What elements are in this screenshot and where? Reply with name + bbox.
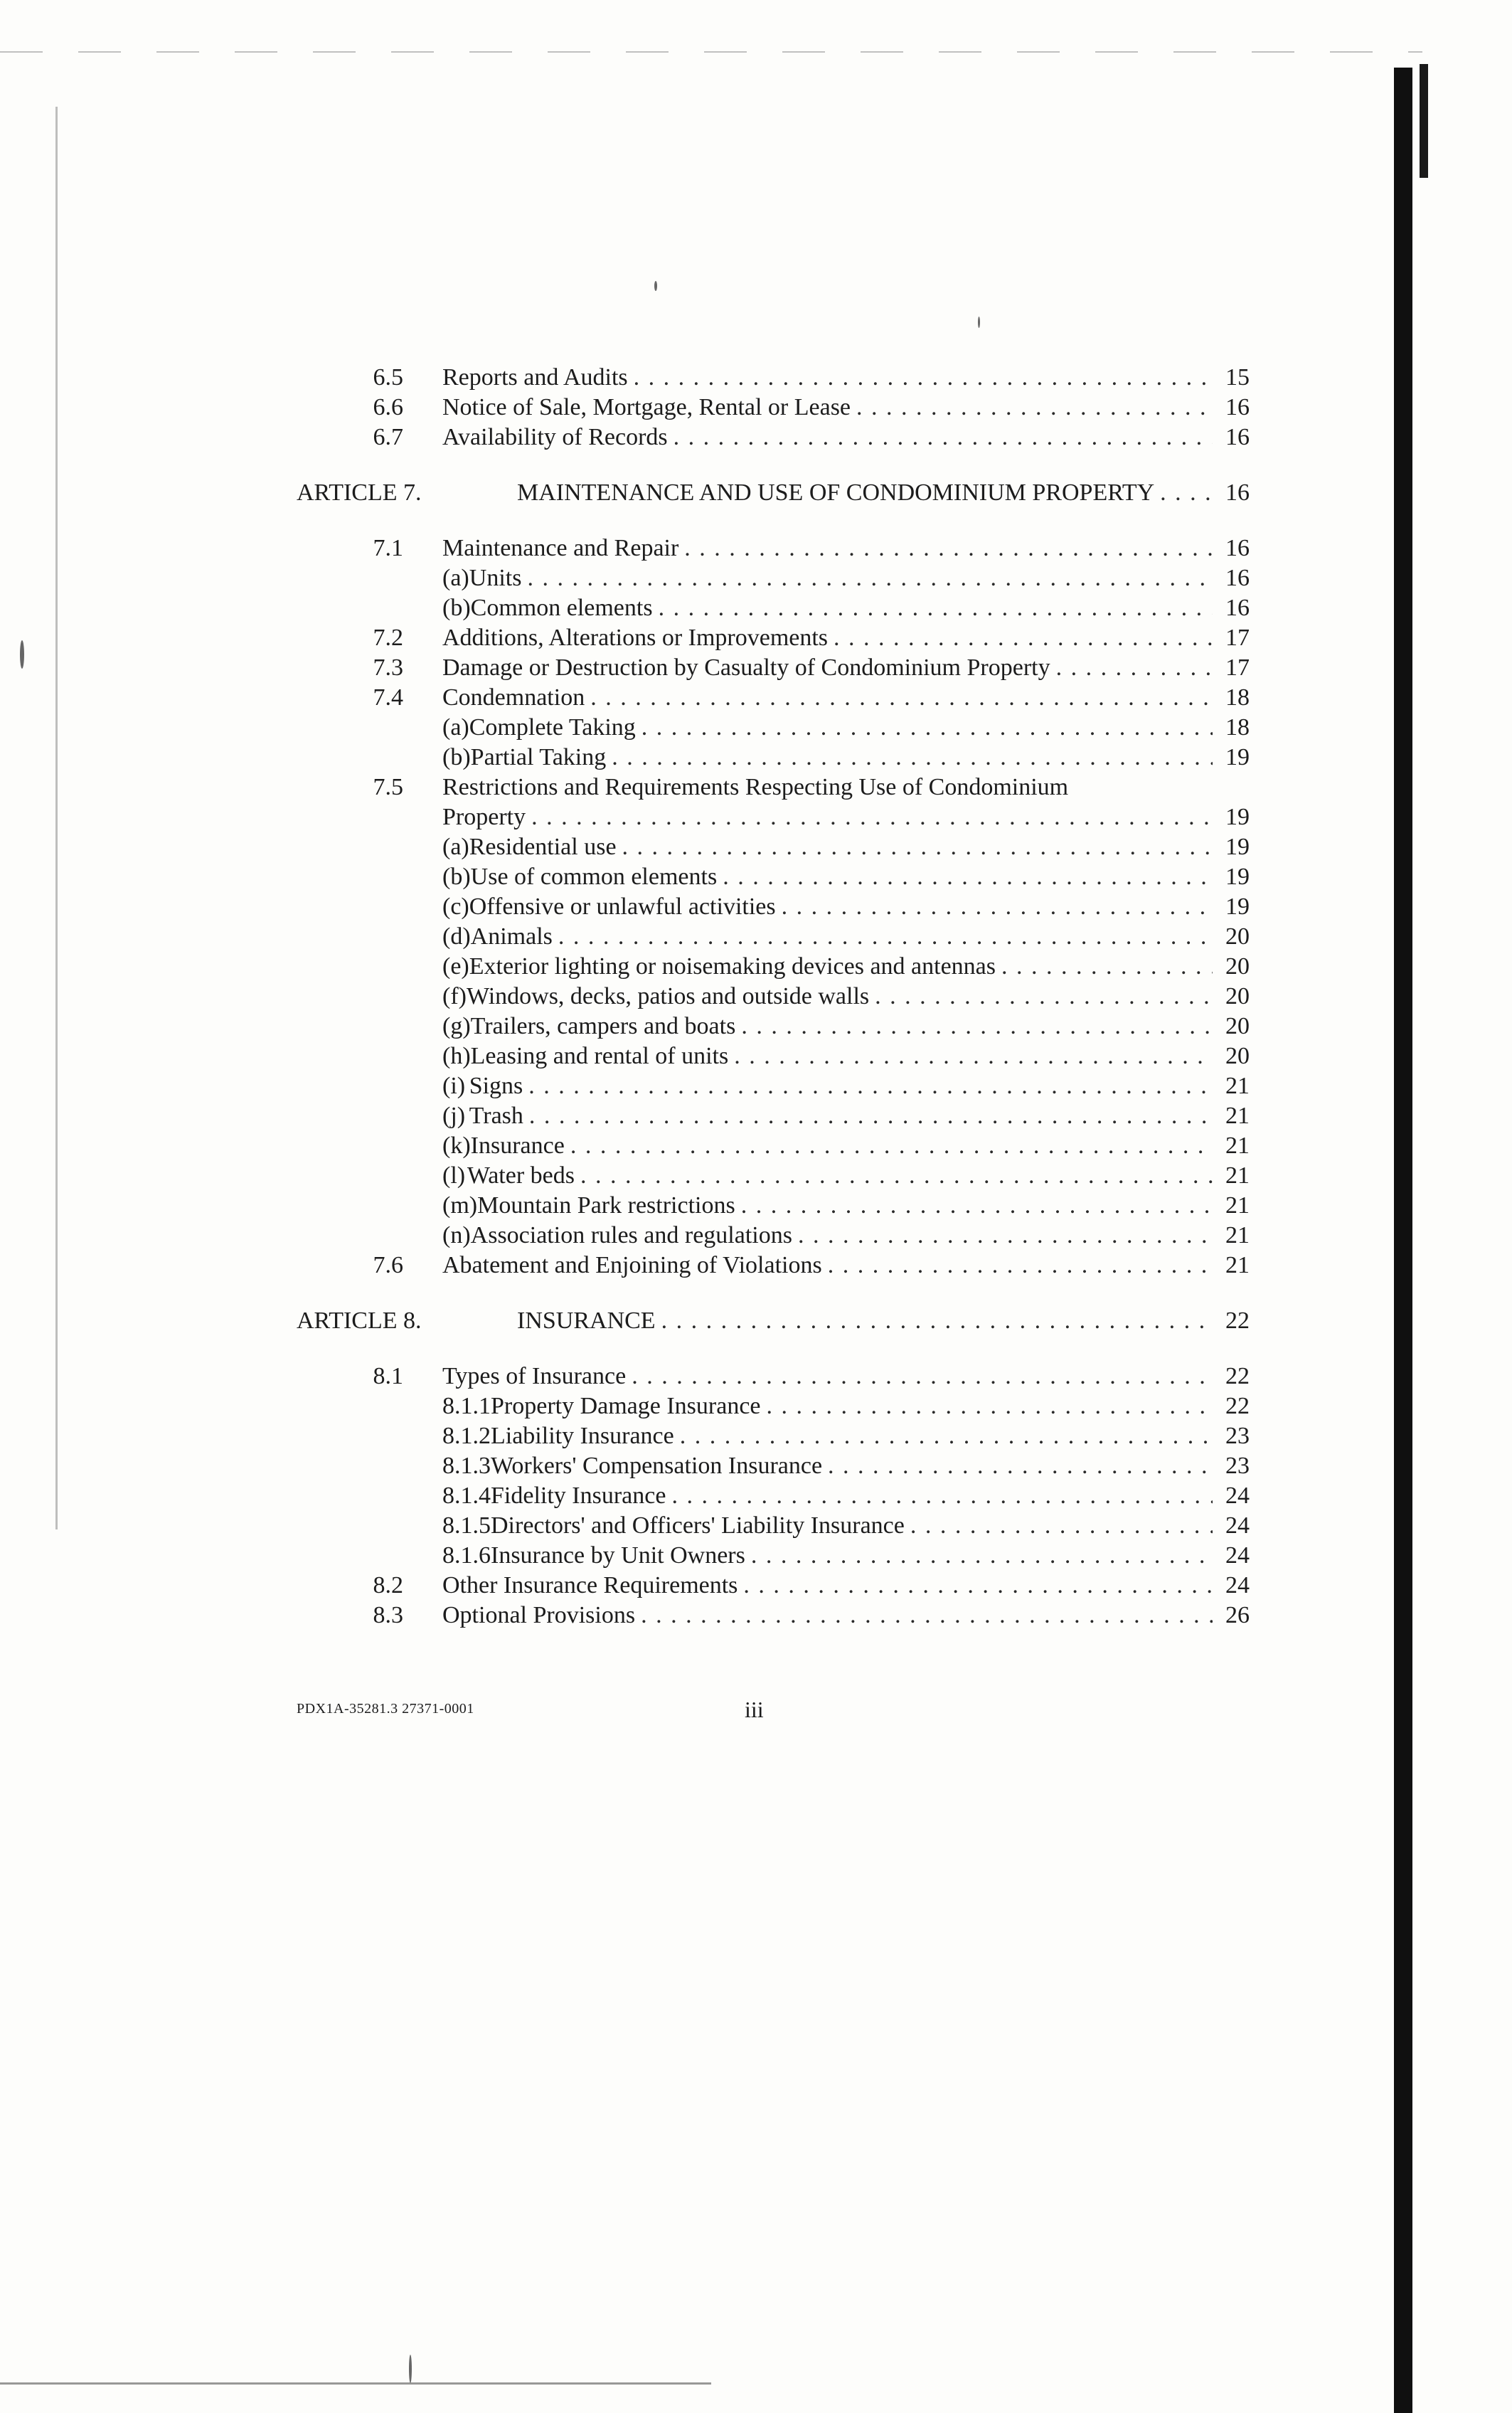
toc-entry (442, 1161, 1250, 1191)
toc-entry (442, 623, 1250, 653)
toc-entry (442, 1571, 1250, 1601)
page-ref: 16 (1225, 479, 1250, 506)
toc-entry (442, 922, 1250, 952)
toc-subitem-row[interactable] (297, 922, 1250, 952)
toc-subitem-row[interactable] (297, 593, 1250, 623)
page-ref: 22 (1225, 1308, 1250, 1334)
page-ref: 19 (1225, 864, 1250, 890)
entry-title: Trash (469, 1103, 523, 1129)
entry-title: Insurance (470, 1133, 565, 1159)
toc-section-row[interactable] (297, 1571, 1250, 1601)
toc-entry (442, 1131, 1250, 1161)
toc-entry (442, 1362, 1250, 1391)
table-of-contents (297, 363, 1250, 1630)
entry-title: Leasing and rental of units (470, 1043, 729, 1069)
scan-speck (20, 640, 24, 669)
page-ref: 22 (1225, 1363, 1250, 1389)
entry-title: Association rules and regulations (470, 1222, 792, 1248)
toc-entry (517, 478, 1250, 508)
dot-leader (910, 1511, 1213, 1541)
section-number: 6.5 (373, 364, 403, 391)
dot-leader (641, 1601, 1213, 1630)
dot-leader (723, 862, 1213, 892)
entry-title: Use of common elements (470, 864, 718, 890)
entry-title: Availability of Records (442, 424, 668, 450)
section-number: 8.2 (373, 1572, 403, 1598)
subsection-label: (e) (442, 953, 469, 980)
entry-title: Liability Insurance (491, 1423, 674, 1449)
entry-title: Residential use (469, 834, 617, 860)
dot-leader (529, 1101, 1213, 1131)
dot-leader (828, 1451, 1213, 1481)
dot-leader (580, 1161, 1213, 1191)
entry-title: Workers' Compensation Insurance (491, 1453, 823, 1479)
page-ref: 24 (1225, 1483, 1250, 1509)
toc-entry (442, 1101, 1250, 1131)
dot-leader (531, 802, 1213, 832)
page-footer (297, 1697, 1250, 1725)
toc-entry (442, 1251, 1250, 1280)
toc-entry (442, 802, 1250, 832)
toc-section-row[interactable] (297, 653, 1250, 683)
entry-title: Other Insurance Requirements (442, 1572, 738, 1598)
toc-section-row[interactable] (297, 623, 1250, 653)
dot-leader (1056, 653, 1213, 683)
toc-entry (442, 982, 1250, 1012)
subsection-label: (b) (442, 864, 471, 890)
page-ref: 23 (1225, 1453, 1250, 1479)
dot-leader (1160, 478, 1213, 508)
toc-article-row[interactable] (297, 1306, 1250, 1336)
subsection-label: (a) (442, 834, 469, 860)
subsection-label: (b) (442, 595, 471, 621)
entry-title: Animals (470, 923, 553, 950)
toc-entry (442, 1221, 1250, 1251)
page-ref: 19 (1225, 834, 1250, 860)
dot-leader (767, 1391, 1213, 1421)
entry-title: Reports and Audits (442, 364, 628, 391)
toc-entry (442, 1511, 1250, 1541)
entry-title: Mountain Park restrictions (477, 1192, 735, 1219)
page-ref: 21 (1225, 1222, 1250, 1248)
dot-leader (612, 743, 1213, 773)
toc-subitem-row[interactable] (297, 1221, 1250, 1251)
entry-title: Common elements (470, 595, 653, 621)
subsection-label: 8.1.1 (442, 1393, 491, 1419)
subsection-label: (g) (442, 1013, 471, 1039)
entry-title: Property (442, 804, 526, 830)
page-ref: 16 (1225, 535, 1250, 561)
page-ref: 20 (1225, 983, 1250, 1009)
toc-entry (442, 423, 1250, 452)
toc-subitem-row[interactable] (297, 1421, 1250, 1451)
entry-title: Damage or Destruction by Casualty of Condominium Property (442, 654, 1050, 681)
toc-entry (442, 1012, 1250, 1041)
toc-entry (442, 1041, 1250, 1071)
page-ref: 19 (1225, 744, 1250, 770)
dot-leader (634, 363, 1213, 393)
entry-title: Windows, decks, patios and outside walls (466, 983, 870, 1009)
dot-leader (661, 1306, 1213, 1336)
dot-leader (834, 623, 1213, 653)
scan-bottom-edge (0, 2382, 711, 2385)
section-number: 7.3 (373, 654, 403, 681)
entry-title: Optional Provisions (442, 1602, 636, 1628)
scan-right-edge (1394, 68, 1412, 2413)
scan-left-edge (55, 107, 58, 1529)
toc-entry (442, 563, 1250, 593)
toc-section-row[interactable] (297, 1251, 1250, 1280)
toc-entry (442, 1421, 1250, 1451)
entry-title: Trailers, campers and boats (470, 1013, 736, 1039)
page-ref: 16 (1225, 595, 1250, 621)
entry-title: Directors' and Officers' Liability Insurance (491, 1512, 905, 1539)
toc-section-row[interactable] (297, 393, 1250, 423)
toc-subitem-row[interactable] (297, 892, 1250, 922)
dot-leader (659, 593, 1213, 623)
page-ref: 20 (1225, 923, 1250, 950)
entry-title: Condemnation (442, 684, 585, 711)
toc-entry (517, 1306, 1250, 1336)
toc-subitem-row[interactable] (297, 1391, 1250, 1421)
dot-leader (680, 1421, 1213, 1451)
section-number: 7.1 (373, 535, 403, 561)
page-number: iii (745, 1697, 764, 1722)
subsection-label: (j) (442, 1103, 466, 1129)
scan-speck (978, 317, 980, 328)
article-number: ARTICLE 7. (297, 479, 422, 506)
entry-title: Restrictions and Requirements Respecting Use of Condominium (442, 774, 1069, 800)
page-ref: 26 (1225, 1602, 1250, 1628)
page-ref: 19 (1225, 804, 1250, 830)
entry-title: Abatement and Enjoining of Violations (442, 1252, 822, 1278)
dot-leader (622, 832, 1213, 862)
toc-entry (442, 713, 1250, 743)
dot-leader (734, 1041, 1213, 1071)
toc-entry (442, 892, 1250, 922)
dot-leader (743, 1571, 1213, 1601)
subsection-label: (n) (442, 1222, 471, 1248)
toc-subitem-row[interactable] (297, 743, 1250, 773)
subsection-label: (f) (442, 983, 467, 1009)
toc-subitem-row[interactable] (297, 1481, 1250, 1511)
subsection-label: 8.1.3 (442, 1453, 491, 1479)
toc-entry (442, 1191, 1250, 1221)
toc-section-row[interactable] (297, 534, 1250, 563)
toc-subitem-row[interactable] (297, 1191, 1250, 1221)
toc-subitem-row[interactable] (297, 713, 1250, 743)
subsection-label: (d) (442, 923, 471, 950)
toc-entry (442, 773, 1250, 802)
subsection-label: 8.1.5 (442, 1512, 491, 1539)
entry-title: Additions, Alterations or Improvements (442, 625, 829, 651)
section-number: 6.7 (373, 424, 403, 450)
dot-leader (684, 534, 1213, 563)
section-number: 6.6 (373, 394, 403, 420)
entry-title: Fidelity Insurance (491, 1483, 666, 1509)
dot-leader (527, 563, 1213, 593)
toc-entry (442, 653, 1250, 683)
page-ref: 21 (1225, 1192, 1250, 1219)
toc-subitem-row[interactable] (297, 1511, 1250, 1541)
section-number: 7.6 (373, 1252, 403, 1278)
toc-article-row[interactable] (297, 478, 1250, 508)
toc-section-row[interactable] (297, 1601, 1250, 1630)
page-ref: 21 (1225, 1133, 1250, 1159)
page-ref: 17 (1225, 654, 1250, 681)
toc-entry (442, 1071, 1250, 1101)
dot-leader (528, 1071, 1213, 1101)
page-ref: 21 (1225, 1252, 1250, 1278)
toc-subitem-row[interactable] (297, 1012, 1250, 1041)
toc-subitem-row[interactable] (297, 563, 1250, 593)
toc-entry (442, 393, 1250, 423)
subsection-label: (i) (442, 1073, 466, 1099)
dot-leader (558, 922, 1213, 952)
toc-entry (442, 1391, 1250, 1421)
entry-title: Units (469, 565, 522, 591)
dot-leader (1001, 952, 1213, 982)
dot-leader (590, 683, 1213, 713)
scan-speck (409, 2355, 412, 2383)
subsection-label: (a) (442, 714, 469, 741)
section-number: 7.4 (373, 684, 403, 711)
scan-top-edge (0, 51, 1422, 53)
toc-subitem-row[interactable] (297, 832, 1250, 862)
dot-leader (828, 1251, 1213, 1280)
subsection-label: (h) (442, 1043, 471, 1069)
dot-leader (741, 1191, 1213, 1221)
page-ref: 18 (1225, 714, 1250, 741)
dot-leader (798, 1221, 1213, 1251)
toc-entry (442, 1541, 1250, 1571)
subsection-label: (m) (442, 1192, 478, 1219)
dot-leader (875, 982, 1213, 1012)
page-ref: 24 (1225, 1572, 1250, 1598)
page-ref: 16 (1225, 565, 1250, 591)
entry-title: Partial Taking (470, 744, 607, 770)
subsection-label: (a) (442, 565, 469, 591)
subsection-label: 8.1.6 (442, 1542, 491, 1569)
toc-subitem-row[interactable] (297, 952, 1250, 982)
dot-leader (632, 1362, 1213, 1391)
page-ref: 20 (1225, 953, 1250, 980)
page-ref: 21 (1225, 1073, 1250, 1099)
toc-subitem-row[interactable] (297, 982, 1250, 1012)
page-ref: 18 (1225, 684, 1250, 711)
toc-entry (442, 534, 1250, 563)
page-ref: 24 (1225, 1512, 1250, 1539)
toc-entry (442, 862, 1250, 892)
section-number: 8.1 (373, 1363, 403, 1389)
document-id: PDX1A-35281.3 27371-0001 (297, 1701, 474, 1717)
dot-leader (741, 1012, 1213, 1041)
subsection-label: 8.1.4 (442, 1483, 491, 1509)
page-ref: 21 (1225, 1103, 1250, 1129)
section-number: 8.3 (373, 1602, 403, 1628)
section-number: 7.2 (373, 625, 403, 651)
dot-leader (782, 892, 1213, 922)
page-ref: 19 (1225, 893, 1250, 920)
subsection-label: (c) (442, 893, 469, 920)
entry-title: Maintenance and Repair (442, 535, 679, 561)
toc-entry (442, 952, 1250, 982)
section-number: 7.5 (373, 774, 403, 800)
entry-title: Exterior lighting or noisemaking devices and antennas (469, 953, 996, 980)
entry-title: Insurance by Unit Owners (491, 1542, 745, 1569)
article-number: ARTICLE 8. (297, 1308, 422, 1334)
toc-section-row[interactable] (297, 423, 1250, 452)
toc-subitem-row[interactable] (297, 1541, 1250, 1571)
toc-subitem-row[interactable] (297, 862, 1250, 892)
page-ref: 23 (1225, 1423, 1250, 1449)
dot-leader (641, 713, 1213, 743)
entry-title: Water beds (467, 1162, 575, 1189)
entry-title: Types of Insurance (442, 1363, 627, 1389)
toc-entry (442, 1601, 1250, 1630)
toc-subitem-row[interactable] (297, 1101, 1250, 1131)
toc-entry (442, 832, 1250, 862)
scan-speck (654, 281, 657, 291)
entry-title: Signs (469, 1073, 523, 1099)
subsection-label: (k) (442, 1133, 471, 1159)
toc-subitem-row[interactable] (297, 1161, 1250, 1191)
toc-section-row[interactable] (297, 683, 1250, 713)
entry-title: MAINTENANCE AND USE OF CONDOMINIUM PROPERTY (517, 479, 1155, 506)
subsection-label: (l) (442, 1162, 466, 1189)
toc-entry (442, 363, 1250, 393)
subsection-label: 8.1.2 (442, 1423, 491, 1449)
toc-section-row[interactable] (297, 773, 1250, 802)
page-ref: 16 (1225, 424, 1250, 450)
scan-right-edge-top (1420, 64, 1428, 178)
entry-title: Property Damage Insurance (491, 1393, 761, 1419)
subsection-label: (b) (442, 744, 471, 770)
dot-leader (856, 393, 1213, 423)
entry-title: Notice of Sale, Mortgage, Rental or Lease (442, 394, 851, 420)
page-ref: 15 (1225, 364, 1250, 391)
dot-leader (570, 1131, 1213, 1161)
toc-section-row[interactable] (297, 363, 1250, 393)
dot-leader (751, 1541, 1213, 1571)
dot-leader (671, 1481, 1213, 1511)
entry-title: Offensive or unlawful activities (469, 893, 776, 920)
toc-entry (442, 1481, 1250, 1511)
page-ref: 21 (1225, 1162, 1250, 1189)
page-ref: 20 (1225, 1013, 1250, 1039)
toc-subitem-row[interactable] (297, 1041, 1250, 1071)
page-ref: 20 (1225, 1043, 1250, 1069)
dot-leader (674, 423, 1213, 452)
entry-title: Complete Taking (469, 714, 636, 741)
toc-entry (442, 683, 1250, 713)
toc-section-row-continued[interactable] (297, 802, 1250, 832)
toc-entry (442, 743, 1250, 773)
toc-subitem-row[interactable] (297, 1071, 1250, 1101)
page-ref: 22 (1225, 1393, 1250, 1419)
toc-entry (442, 1451, 1250, 1481)
page-ref: 16 (1225, 394, 1250, 420)
toc-subitem-row[interactable] (297, 1131, 1250, 1161)
toc-subitem-row[interactable] (297, 1451, 1250, 1481)
page-ref: 17 (1225, 625, 1250, 651)
entry-title: INSURANCE (517, 1308, 656, 1334)
toc-entry (442, 593, 1250, 623)
page-ref: 24 (1225, 1542, 1250, 1569)
toc-section-row[interactable] (297, 1362, 1250, 1391)
